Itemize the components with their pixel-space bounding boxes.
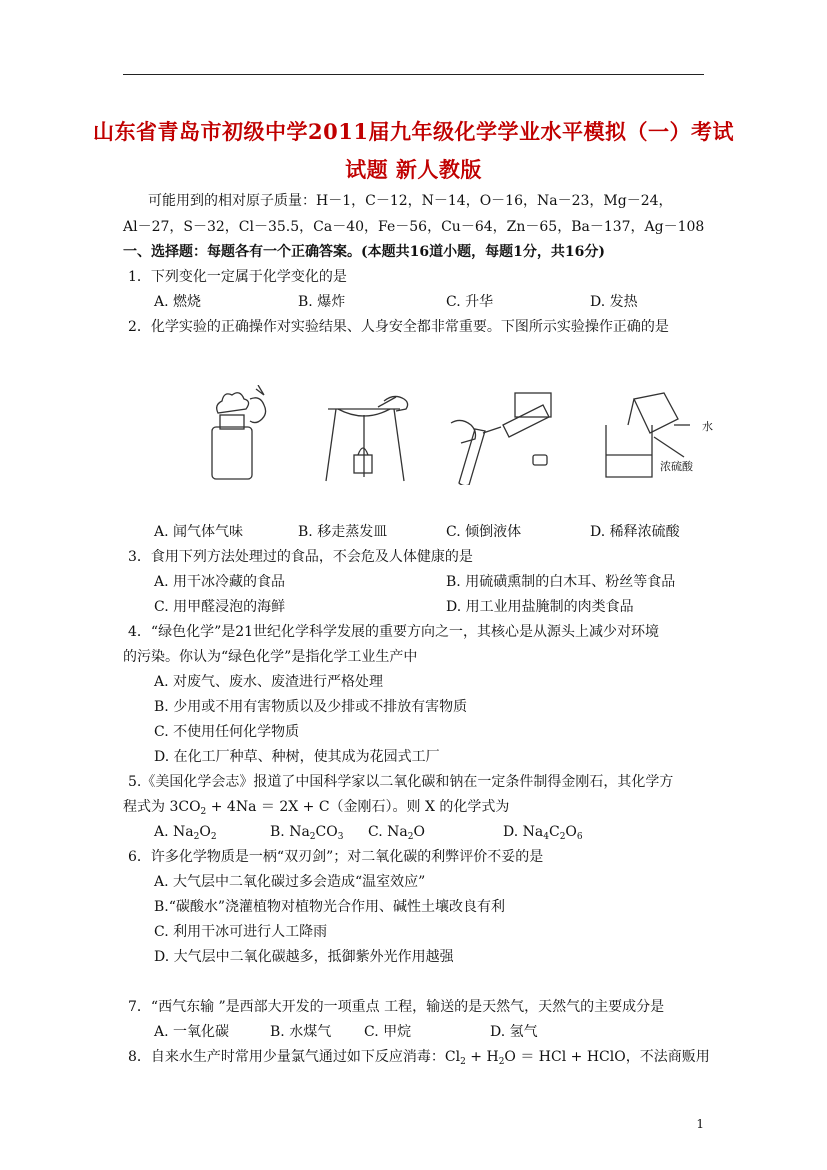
q5-option-d: D. $Na_4C_2O_6$	[503, 824, 583, 842]
q2-option-c: C. 倾倒液体	[446, 524, 522, 540]
q3-option-c: C. 用甲醛浸泡的海鲜	[154, 599, 286, 615]
document-title-line2: 试题 新人教版	[345, 157, 482, 182]
conc-sulfuric-acid-label: 浓硫酸	[660, 460, 693, 473]
section-heading: 一、选择题：每题各有一个正确答案。(本题共16道小题，每题1分，共16分)	[123, 244, 605, 260]
atomic-mass-line2: Al－27，S－32，Cl－35.5，Ca－40，Fe－56，Cu－64，Zn－65，Ba－137，Ag－108	[123, 219, 705, 235]
q6-option-c: C. 利用干冰可进行人工降雨	[154, 924, 328, 940]
water-label: 水	[702, 420, 713, 433]
q7-option-d: D. 氢气	[490, 1024, 538, 1040]
q6-option-d: D. 大气层中二氧化碳越多，抵御紫外光作用越强	[154, 949, 454, 965]
q2-option-d: D. 稀释浓硫酸	[590, 524, 680, 540]
atomic-mass-line1: 可能用到的相对原子质量：H－1，C－12，N－14，O－16，Na－23，Mg－24，	[148, 193, 673, 209]
q6-stem: 6．许多化学物质是一柄“双刃剑”；对二氧化碳的利弊评价不妥的是	[128, 849, 544, 865]
smell-gas-figure	[200, 385, 280, 485]
q7-option-b: B. 水煤气	[270, 1024, 332, 1040]
pour-liquid-figure	[445, 385, 560, 485]
q1-option-c: C. 升华	[446, 294, 494, 310]
q3-option-d: D. 用工业用盐腌制的肉类食品	[446, 599, 634, 615]
q2-stem: 2．化学实验的正确操作对实验结果、人身安全都非常重要。下图所示实验操作正确的是	[128, 319, 669, 335]
q1-stem: 1．下列变化一定属于化学变化的是	[128, 269, 347, 285]
q5-stem-line1: 5.《美国化学会志》报道了中国科学家以二氧化碳和钠在一定条件制得金刚石，其化学方	[128, 774, 674, 790]
q1-option-b: B. 爆炸	[298, 294, 346, 310]
q2-option-b: B. 移走蒸发皿	[298, 524, 388, 540]
q1-option-d: D. 发热	[590, 294, 638, 310]
q3-stem: 3．食用下列方法处理过的食品，不会危及人体健康的是	[128, 549, 473, 565]
q5-option-b: B. $Na_2CO_3$	[270, 824, 344, 842]
q6-option-b: B.“碳酸水”浇灌植物对植物光合作用、碱性土壤改良有利	[154, 899, 506, 915]
q2-option-a: A. 闻气体气味	[154, 524, 244, 540]
q4-stem-line1: 4．“绿色化学”是21世纪化学科学发展的重要方向之一，其核心是从源头上减少对环境	[128, 624, 660, 640]
q4-option-c: C. 不使用任何化学物质	[154, 724, 300, 740]
q5-equation: 程式为 $3CO_2 + 4Na = 2X + C$（金刚石）。则 X 的化学式为	[123, 799, 510, 817]
q5-option-a: A. $Na_2O_2$	[154, 824, 217, 842]
q3-option-b: B. 用硫磺熏制的白木耳、粉丝等食品	[446, 574, 676, 590]
q6-option-a: A. 大气层中二氧化碳过多会造成“温室效应”	[154, 874, 426, 890]
document-title-line1: 山东省青岛市初级中学2011届九年级化学学业水平模拟（一）考试	[93, 119, 734, 144]
q7-option-a: A. 一氧化碳	[154, 1024, 230, 1040]
q4-option-d: D. 在化工厂种草、种树，使其成为花园式工厂	[154, 749, 440, 765]
q3-option-a: A. 用干冰冷藏的食品	[154, 574, 286, 590]
q4-option-a: A. 对废气、废水、废渣进行严格处理	[154, 674, 384, 690]
q1-option-a: A. 燃烧	[154, 294, 202, 310]
q7-stem: 7．“西气东输 ”是西部大开发的一项重点 工程，输送的是天然气，天然气的主要成分是	[128, 999, 665, 1015]
q8-stem: 8．自来水生产时常用少量氯气通过如下反应消毒：$Cl_2 + H_2O$ ＝ HCl + HClO，不法商贩用	[128, 1049, 710, 1067]
q7-option-c: C. 甲烷	[364, 1024, 412, 1040]
q4-option-b: B. 少用或不用有害物质以及少排或不排放有害物质	[154, 699, 468, 715]
q5-option-c: C. $Na_2O$	[368, 824, 425, 842]
page-number: 1	[696, 1117, 704, 1131]
move-evaporating-dish-figure	[318, 385, 418, 485]
header-rule	[123, 74, 704, 75]
q4-stem-line2: 的污染。你认为“绿色化学”是指化学工业生产中	[123, 649, 418, 665]
